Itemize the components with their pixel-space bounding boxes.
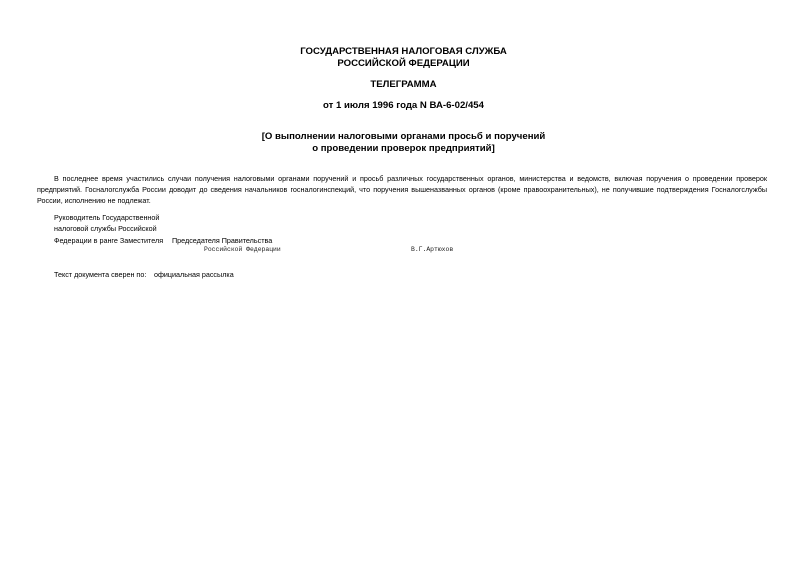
signatory-name: В.Г.Артюхов [411,246,454,253]
verification-label: Текст документа сверен по: [54,270,147,279]
signature-line3-left: Федерации в ранге Заместителя [54,236,164,245]
document-subject-line1: [О выполнении налоговыми органами просьб и поручений [261,131,546,142]
document-type: ТЕЛЕГРАММА [370,79,437,90]
body-paragraph: В последнее время участились случаи получения налоговыми органами поручений и просьб различных государственных органов, министерства и ведомств, включая поручения о проведении проверок предприятий. Госналогслужба России доводит до сведения начальников госналогинспекций, что поручения вышеназванных органов (кроме правоохранительных), не получившие подтверждения Госналогслужбы России, исполнению не подлежат. [37,174,767,205]
agency-name-line1: ГОСУДАРСТВЕННАЯ НАЛОГОВАЯ СЛУЖБА [300,46,507,57]
signature-line4: Российской Федерации [204,246,281,253]
agency-name-line2: РОССИЙСКОЙ ФЕДЕРАЦИИ [337,58,470,69]
signature-line1: Руководитель Государственной [54,213,160,222]
document-subject-line2: о проведении проверок предприятий] [312,143,495,154]
signature-line3-right: Председателя Правительства [172,236,273,245]
signature-line2: налоговой службы Российской [54,224,157,233]
verification-source: официальная рассылка [154,270,234,279]
document-date-number: от 1 июля 1996 года N ВА-6-02/454 [323,100,484,111]
